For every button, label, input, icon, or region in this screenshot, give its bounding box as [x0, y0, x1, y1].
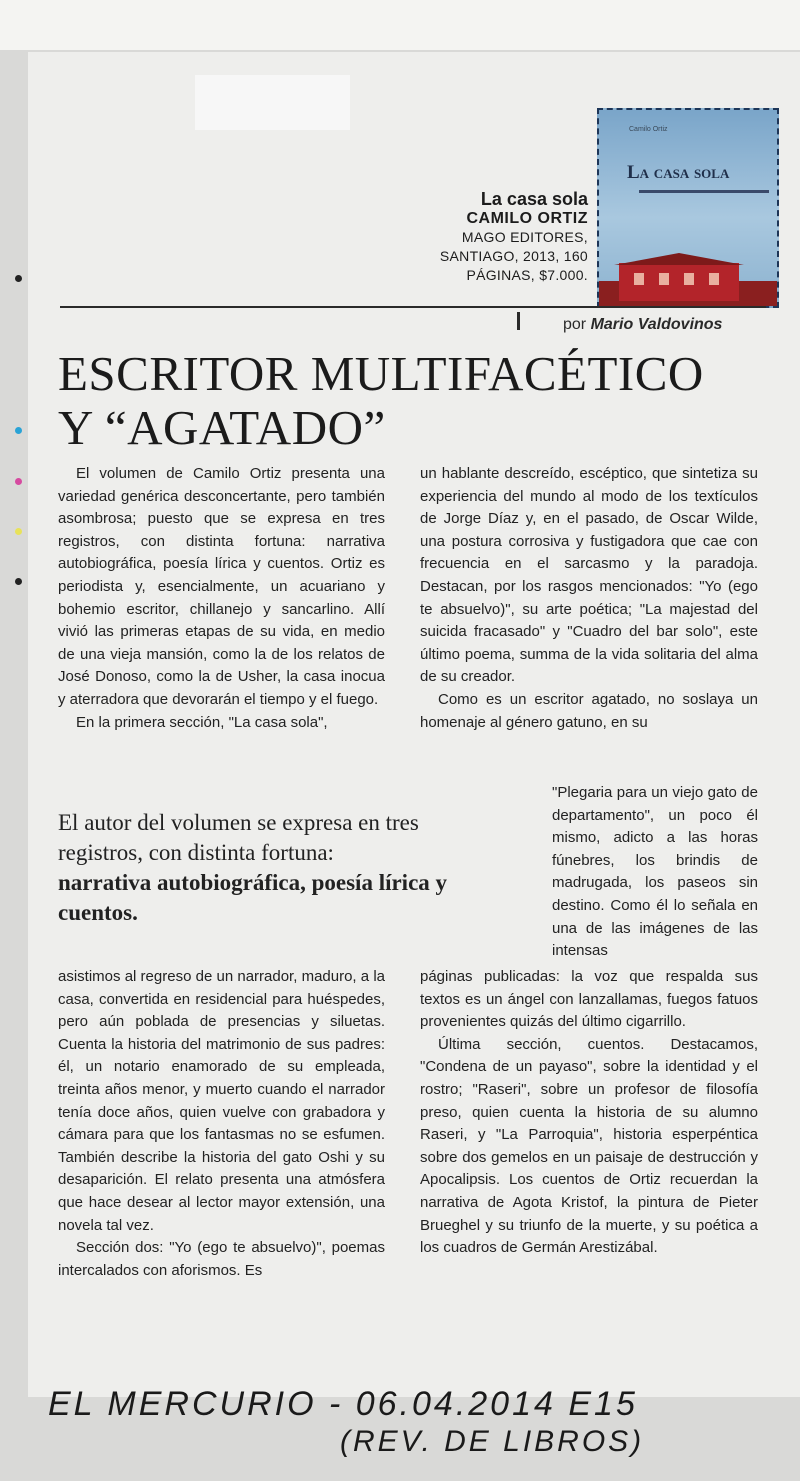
paragraph: asistimos al regreso de un narrador, maduro, a la casa, convertida en residencial para huéspedes, pero aún poblada de presencias y siluetas. Cuenta la historia del matrimonio de sus padres: él, un notario enamorado de su empleada, treinta años menor, y muerto cuando el narrador tenía doce años, quien vuelve con grabadora y cámara para que los fantasmas no se esfumen. También describe la historia del gato Oshi y su desaparición. El relato presenta una atmósfera que hace desear al lector mayor extensión, una novela tal vez. [58, 968, 385, 1234]
pull-quote-strong: narrativa autobiográfica, poesía lírica y cuentos. [58, 870, 448, 925]
column-left-bottom [58, 966, 385, 1282]
cover-author: Camilo Ortiz [629, 126, 668, 133]
headline [58, 347, 770, 455]
column-right-top [420, 463, 758, 734]
paragraph: páginas publicadas: la voz que respalda sus textos es un ángel con lanzallamas, fuegos fatuos provenientes quizás del último cigarrillo. [420, 968, 758, 1031]
cover-house-illustration [599, 251, 777, 306]
header-rule [60, 306, 766, 308]
registration-dot [15, 578, 22, 585]
handwritten-source: EL MERCURIO - 06.04.2014 E15 [48, 1385, 638, 1423]
book-price: PÁGINAS, $7.000. [466, 267, 588, 283]
book-title: La casa sola [480, 189, 588, 209]
column-left-top [58, 463, 385, 734]
scan-top-strip [0, 0, 800, 50]
pull-quote [58, 808, 508, 928]
book-publisher: MAGO EDITORES, [461, 229, 588, 245]
redacted-area [195, 75, 350, 130]
paragraph: Como es un escritor agatado, no soslaya un homenaje al género gatuno, en su [420, 690, 758, 731]
paragraph: Sección dos: "Yo (ego te absuelvo)", poemas intercalados con aforismos. Es [58, 1239, 385, 1279]
byline-author: Mario Valdovinos [590, 316, 723, 333]
paragraph: "Plegaria para un viejo gato de departamento", un poco él mismo, adicto a las horas fúnebres, los brindis de madrugada, los paseos sin destino. Como él lo señala en una de las imágenes de las intensas [552, 784, 758, 960]
paragraph: un hablante descreído, escéptico, que sintetiza su experiencia del mundo al modo de los textículos de Jorge Díaz y, en el pasado, de Oscar Wilde, una postura corrosiva y fustigadora que cae con frecuencia en el sarcasmo y la paradoja. Destacan, por los rasgos mencionados: "Yo (ego te absuelvo)", su arte poética; "La majestad del suicida fracasado" y "Cuadro del bar solo", este último poema, summa de la vida solitaria del alma de su creador. [420, 465, 758, 686]
paragraph: En la primera sección, "La casa sola", [76, 713, 328, 731]
book-info [380, 190, 588, 285]
book-cover-image [597, 108, 779, 308]
headline-line-2: Y “AGATADO” [58, 400, 386, 455]
paragraph: Última sección, cuentos. Destacamos, "Condena de un payaso", sobre la identidad y el rostro; "Raseri", sobre un profesor de filosofía preso, quien cuenta la historia de su alumno Raseri, y "La Parroquia", historia esperpéntica sobre dos gemelos en un paisaje de destrucción y Apocalipsis. Los cuentos de Ortiz recuerdan la narrativa de Agota Kristof, la pintura de Pieter Brueghel y su triunfo de la muerte, y su poética a los cuadros de Germán Arestizábal. [420, 1035, 758, 1257]
registration-dot [15, 478, 22, 485]
book-place-year: SANTIAGO, 2013, 160 [439, 248, 588, 264]
cover-subtitle-line [639, 190, 769, 193]
column-right-narrow [552, 782, 758, 963]
registration-dot [15, 427, 22, 434]
registration-dot [15, 275, 22, 282]
byline-prefix: por [563, 316, 587, 333]
byline [563, 316, 722, 334]
paragraph: El volumen de Camilo Ortiz presenta una variedad genérica desconcertante, pero también asombrosa; puesto que se expresa en tres registros, con distinta fortuna: narrativa autobiográfica, poesía lírica y cuentos. Ortiz es periodista y, esencialmente, un acuariano y bohemio escritor, chillanejo y sancarlino. Allí vivió las primeras etapas de su vida, en medio de una vieja mansión, como la de los relatos de José Donoso, como la de Usher, la casa inocua y aterradora que devorarán el tiempo y el fuego. [58, 465, 385, 708]
rule-tick [517, 312, 520, 330]
handwritten-section: (REV. DE LIBROS) [340, 1425, 645, 1458]
cover-title: La casa sola [627, 162, 730, 183]
registration-dot [15, 528, 22, 535]
book-author: CAMILO ORTIZ [466, 210, 588, 227]
pull-quote-text: El autor del volumen se expresa en tres registros, con distinta fortuna: [58, 810, 419, 865]
column-right-bottom [420, 966, 758, 1260]
headline-line-1: ESCRITOR MULTIFACÉTICO [58, 346, 704, 401]
